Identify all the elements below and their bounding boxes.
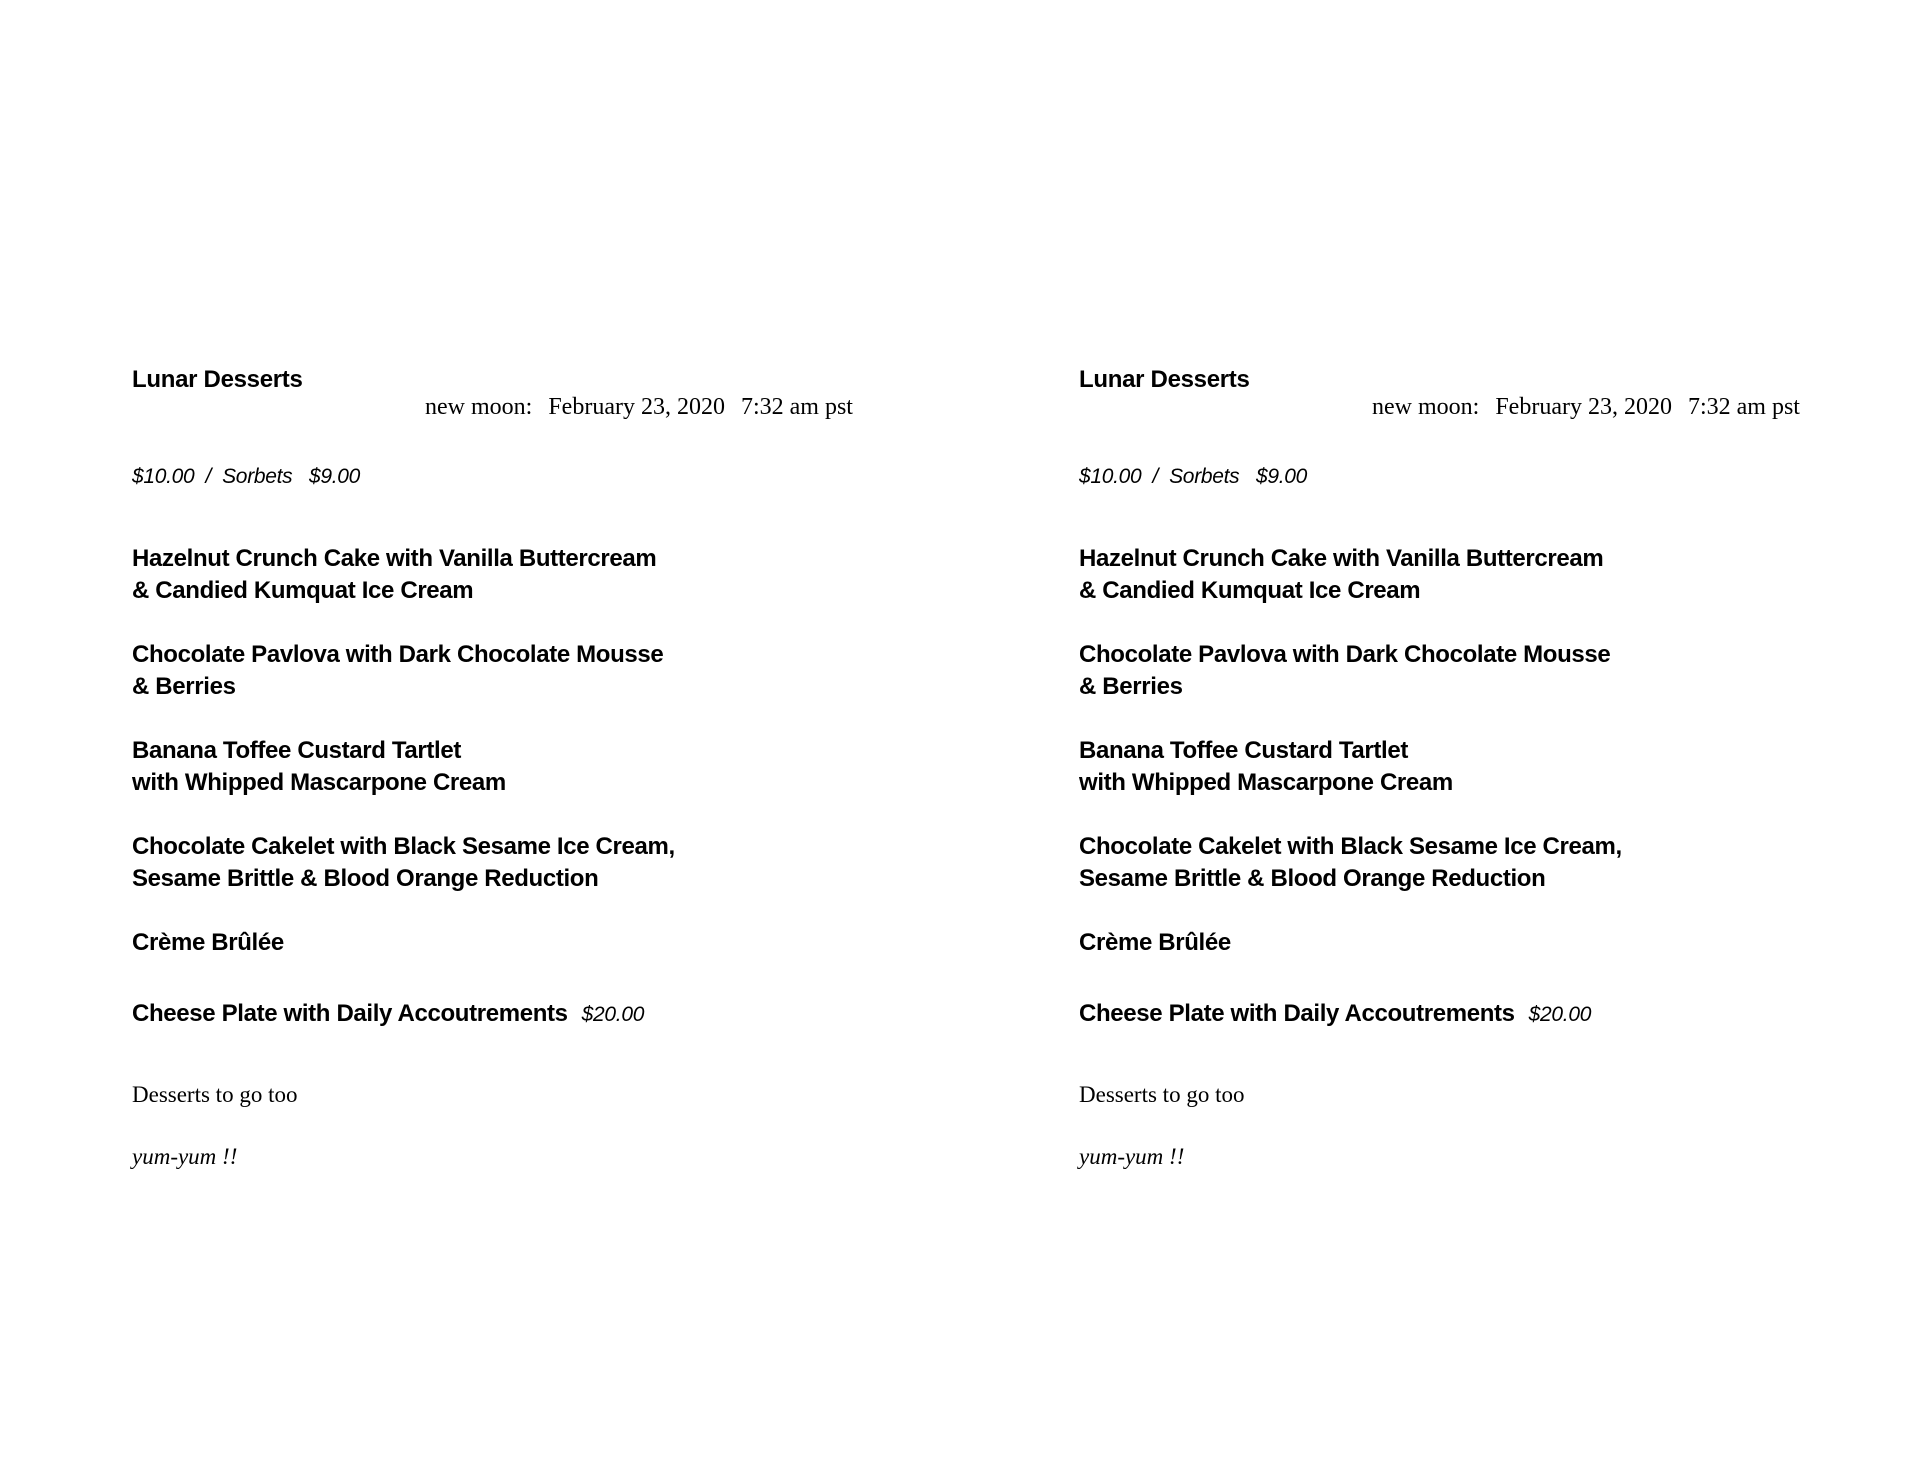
- menu-item-line: Crème Brûlée: [1079, 929, 1231, 956]
- moon-date: February 23, 2020: [548, 394, 725, 420]
- menu-item-line: Chocolate Pavlova with Dark Chocolate Mousse: [132, 641, 664, 668]
- moon-label: new moon:: [425, 394, 533, 420]
- menu-item-line: Chocolate Pavlova with Dark Chocolate Mousse: [1079, 641, 1611, 668]
- dessert-menu-right: [1079, 366, 1839, 1186]
- menu-item: [132, 831, 675, 895]
- menu-item: [132, 639, 663, 703]
- price-line: $10.00 / Sorbets $9.00: [1079, 465, 1308, 488]
- dessert-menu-left: [132, 366, 892, 1186]
- menu-item-line: Crème Brûlée: [132, 929, 284, 956]
- menu-item-line: with Whipped Mascarpone Cream: [132, 769, 506, 796]
- menu-item-line: Cheese Plate with Daily Accoutrements: [1079, 1000, 1515, 1027]
- menu-item-line: & Candied Kumquat Ice Cream: [1079, 577, 1421, 604]
- menu-item-cheese-plate: [1079, 998, 1591, 1031]
- menu-item-line: Hazelnut Crunch Cake with Vanilla Buttercream: [1079, 545, 1604, 572]
- menu-title: Lunar Desserts: [132, 366, 303, 393]
- menu-item: [1079, 831, 1622, 895]
- yum-note: yum-yum !!: [132, 1144, 238, 1169]
- menu-item-line: Banana Toffee Custard Tartlet: [1079, 737, 1409, 764]
- menu-item-line: Sesame Brittle & Blood Orange Reduction: [132, 865, 599, 892]
- menu-item: [1079, 927, 1231, 959]
- menu-item: [1079, 639, 1610, 703]
- menu-item-line: Banana Toffee Custard Tartlet: [132, 737, 462, 764]
- price-line: $10.00 / Sorbets $9.00: [132, 465, 361, 488]
- menu-item-cheese-plate: [132, 998, 644, 1031]
- moon-label: new moon:: [1372, 394, 1480, 420]
- menu-item-line: & Berries: [1079, 673, 1183, 700]
- menu-item-line: Chocolate Cakelet with Black Sesame Ice Cream,: [132, 833, 675, 860]
- menu-item-line: with Whipped Mascarpone Cream: [1079, 769, 1453, 796]
- moon-date: February 23, 2020: [1495, 394, 1672, 420]
- menu-item-price: $20.00: [1528, 1003, 1592, 1026]
- menu-item-line: & Berries: [132, 673, 236, 700]
- moon-phase-line: [425, 394, 863, 421]
- menu-item-line: & Candied Kumquat Ice Cream: [132, 577, 474, 604]
- moon-time: 7:32 am pst: [1687, 394, 1800, 420]
- to-go-note: Desserts to go too: [132, 1082, 298, 1107]
- menu-item: [1079, 543, 1603, 607]
- menu-item: [132, 735, 506, 799]
- menu-item-price: $20.00: [581, 1003, 645, 1026]
- menu-item-line: Chocolate Cakelet with Black Sesame Ice Cream,: [1079, 833, 1622, 860]
- moon-time: 7:32 am pst: [740, 394, 853, 420]
- menu-title: Lunar Desserts: [1079, 366, 1250, 393]
- yum-note: yum-yum !!: [1079, 1144, 1185, 1169]
- menu-item-line: Cheese Plate with Daily Accoutrements: [132, 1000, 568, 1027]
- moon-phase-line: [1372, 394, 1810, 421]
- to-go-note: Desserts to go too: [1079, 1082, 1245, 1107]
- menu-item: [132, 543, 656, 607]
- menu-item-line: Sesame Brittle & Blood Orange Reduction: [1079, 865, 1546, 892]
- menu-item: [1079, 735, 1453, 799]
- menu-item: [132, 927, 284, 959]
- menu-item-line: Hazelnut Crunch Cake with Vanilla Buttercream: [132, 545, 657, 572]
